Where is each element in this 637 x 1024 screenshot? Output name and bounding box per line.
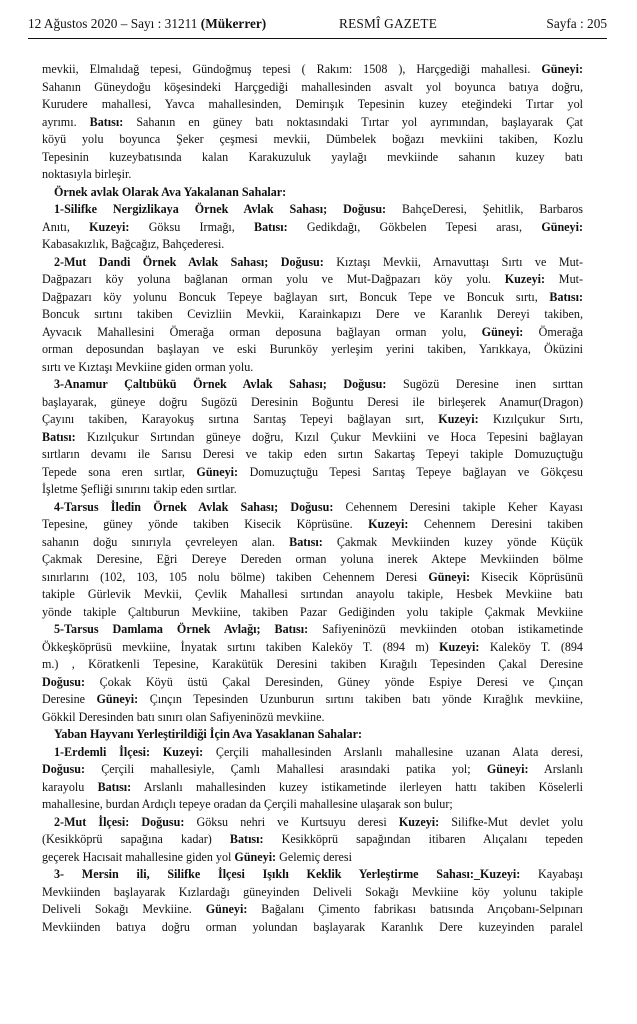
text-line: Sahanın Güneydoğu köşesindeki Harçgediği mahallesinden asvalt yol boyunca batıya doğru, (42, 79, 583, 94)
text-line: geçerek Hacısait mahallesine giden yol Güneyi: Gelemiç deresi (42, 849, 352, 864)
text-line: (Kesikköprü sapağına kadar) Batısı: Kesikköprü sapağından itibaren Alıçalanı tepeden (42, 832, 583, 846)
text-line: 4-Tarsus İledin Örnek Avlak Sahası; Doğusu: Cehennem Deresini takiple Keher Kayası (54, 499, 583, 514)
text-line: Tepede sona eren sırtlar, Güneyi: Domuzuçtuğu Tepesi Sarıtaş Tepeye bağlayan ve Gökçesu (42, 464, 583, 479)
text-line: mevkii, Elmalıdağ tepesi, Gündoğmuş tepesi ( Rakım: 1508 ), Harçgediği mahallesi. Güneyi: (42, 62, 583, 76)
text-line: Mevkiinden başlayarak Kızlardağı güneyinden Deliveli Sokağı Mevkiine köy yolunu takiple (42, 884, 583, 899)
text-line: yönde takiple Çaltıburun Mevkiine, takiben Pazar Gediğinden yolu takiple Çakmak Mevkiine (42, 604, 583, 619)
text-line: takiple Gürlevik Mevkii, Çevlik Mahallesi sırtından anayolu takiple, Hesbek Mevkiine batı (42, 587, 583, 601)
text-line: mahallesine, burdan Ardıçlı tepeye oradan da Çerçili mahallesine ulaşarak son bulur; (42, 797, 453, 811)
text-line: Anıtı, Kuzeyi: Göksu Irmağı, Batısı: Gedikdağı, Gökbelen Tepesi arası, Güneyi: (42, 219, 583, 234)
text-line: Ökkeşköprüsü mevkiine, İnyatak sırtını takiben Kaleköy T. (894 m) Kuzeyi: Kaleköy T. (894 (42, 639, 583, 654)
text-line: Doğusu: Çerçili mahallesiyle, Çamlı Mahallesi arasındaki patika yol; Güneyi: Arslanlı (42, 762, 583, 776)
text-line: Ayvacık Mahallesini Ömerağa orman deposuna bağlayan orman yolu, Güneyi: Ömerağa (42, 324, 583, 339)
text-line: orman deposundan başlayan ve eski Burunköy yerleşim yerini takiben, Yarıkkaya, Öküzini (42, 342, 583, 356)
text-line: karayolu Batısı: Arslanlı mahallesinden kuzey istikametinde ilerleyen hattı takiben Köselerli (42, 779, 583, 794)
text-line: sınırlarını (102, 103, 105 nolu bölme) takiben Cehennem Deresi Güneyi: Kisecik Köprüsünü (42, 569, 583, 584)
text-line: Çayını takiben, Karayokuş sırtına Sarıtaş Tepeyi bağlayan sırt, Kuzeyi: Kızılçukur Sırtı, (42, 412, 583, 426)
text-line: 1-Silifke Nergizlikaya Örnek Avlak Sahası; Doğusu: BahçeDeresi, Şehitlik, Barbaros (54, 202, 583, 216)
text-line: Deresine Güneyi: Çınçın Tepesinden Uzunburun sırtını takiben batı yönde Kırağlık mevkiine, (42, 692, 583, 706)
issue-date-text: 12 Ağustos 2020 – Sayı : 31211 (28, 16, 198, 31)
issue-supplement: (Mükerrer) (200, 16, 267, 31)
text-line: Boncuk sırtını takiben Cevizliin Mevkii, Karainkapızı Dere ve Karanlık Dereyi takiben, (42, 307, 583, 321)
text-line: Yaban Hayvanı Yerleştirildiği İçin Ava Yasaklanan Sahalar: (54, 727, 362, 741)
text-line: Doğusu: Çokak Köyü üstü Çakal Deresinden, Güney yönde Espiye Deresi ve Çınçan (42, 674, 583, 689)
text-line: Deliveli Sokağı Mevkiine. Güneyi: Bağalanı Çimento fabrikası batısında Arıçobanı-Selpınarı (42, 902, 583, 916)
text-line: 3-Anamur Çaltıbükü Örnek Avlak Sahası; Doğusu: Sugözü Deresine inen sırttan (54, 377, 583, 391)
document-body (42, 61, 583, 936)
text-line: m.) , Köratkenli Tepesine, Karakütük Deresini takiben Kırağılı Tepesinden Çakal Deresine (42, 657, 583, 671)
text-line: Çakmak Deresine, Eğri Dereye Dereden orman yoluna inerek Aktepe Mevkiinden bölme (42, 552, 583, 566)
page-number: Sayfa : 205 (546, 16, 607, 31)
text-line: sırtların devamı ile Sarısu Deresi ve takip eden sırtın Sakartaş Tepeyi takiple Domuzuçtuğu (42, 447, 583, 461)
text-line: noktasıyla birleşir. (42, 167, 132, 181)
text-line: Tepesine, güney yönde takiben Kisecik Köprüsüne. Kuzeyi: Cehennem Deresini takiben (42, 517, 583, 531)
issue-date (28, 16, 266, 32)
text-line: sırtı ve Kıztaşı Mevkiine giden orman yolu. (42, 359, 254, 374)
text-line: sahanın doğu sınırıyla çevreleyen alan. Batısı: Çakmak Mevkiinden kuzey yönde Küçük (42, 534, 583, 549)
text-line: İşletme Şefliği sınırını takip eden sırtlar. (42, 482, 237, 496)
text-line: Örnek avlak Olarak Ava Yakalanan Sahalar: (54, 184, 287, 199)
text-line: 2-Mut İlçesi: Doğusu: Göksu nehri ve Kurtsuyu deresi Kuzeyi: Silifke-Mut devlet yolu (54, 814, 583, 829)
text-line: başlayarak, güneye doğru Sugözü Deresinin Boğuntu Deresi ile birleşerek Anamur(Dragon) (42, 394, 583, 409)
text-line: 5-Tarsus Damlama Örnek Avlağı; Batısı: Safiyeninözü mevkiinden otoban istikametinde (54, 622, 583, 636)
text-line: Dağpazarı köy yolunu Boncuk Tepeye bağlayan sırt, Boncuk Tepe ve Boncuk sırtı, Batısı: (42, 289, 583, 304)
text-line: 3- Mersin ili, Silifke İlçesi Işıklı Keklik Yerleştirme Sahası:_Kuzeyi: Kayabaşı (54, 867, 583, 881)
text-line: Tepesinin kuzeybatısında kalan Karakuzuluk yaylağı mevkiinde sahanın kuzey batı (42, 149, 583, 164)
text-line: Batısı: Kızılçukur Sırtından güneye doğru, Kızıl Çukur Mevkiini ve Hoca Tepesini bağlayan (42, 429, 583, 444)
text-line: ayrımı. Batısı: Sahanın en güney batı noktasındaki Tırtar yol ayrımından, başlayarak Çat (42, 114, 583, 129)
text-line: Kabasakızlık, Bağcağız, Bahçederesi. (42, 237, 225, 251)
text-line: Kurudere mahallesi, Yavca mahallesinden, Demirışık Tepesinin kuzey eteğindeki Tırtar yol (42, 97, 583, 111)
text-line: 1-Erdemli İlçesi: Kuzeyi: Çerçili mahallesinden Arslanlı mahallesine uzanan Alata deresi, (54, 744, 583, 759)
page-header (28, 16, 607, 36)
text-line: Gökkil Deresinden batı sınırı olan Safiyeninözü mevkiine. (42, 709, 325, 724)
text-line: Mevkiinden batıya doğru orman yolundan başlayarak Karanlık Dere kuzeyinden paralel (42, 919, 583, 934)
gazette-title: RESMÎ GAZETE (339, 16, 438, 31)
text-line: Dağpazarı köy yoluna bağlanan orman yolu ve Mut-Dağpazarı köy yolu. Kuzeyi: Mut- (42, 272, 583, 286)
header-rule (28, 38, 607, 39)
text-line: köyü yolu boyunca Şeker çeşmesi mevkii, Dümbelek boğazı mevkiini takiben, Kozlu (42, 132, 583, 146)
text-line: 2-Mut Dandi Örnek Avlak Sahası; Doğusu: Kıztaşı Mevkii, Arnavuttaşı Sırtı ve Mut- (54, 254, 583, 269)
